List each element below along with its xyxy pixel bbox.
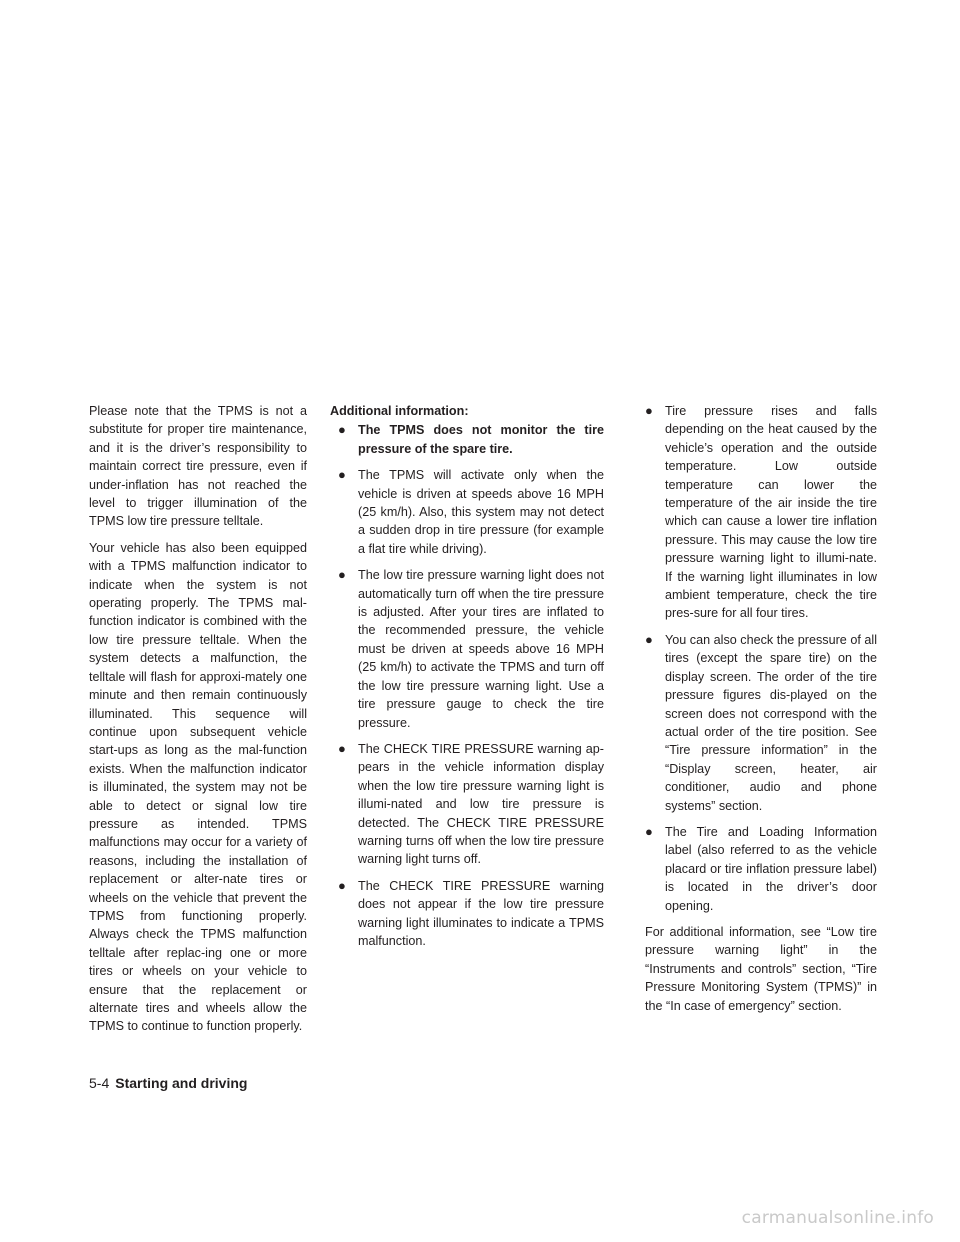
watermark: carmanualsonline.info	[741, 1208, 934, 1228]
bullet-list-additional-information	[330, 421, 604, 950]
page-footer	[89, 1074, 247, 1092]
list-item-text: The low tire pressure warning light does not automatically turn off when the tire pressure is adjusted. After your tires are inflated to the recommended pressure, the vehicle must be driven at speeds above 16 MPH (25 km/h) to activate the TPMS and turn off the low tire pressure warning light. Use a tire pressure gauge to check the tire pressure.	[358, 568, 604, 730]
list-item-text: The CHECK TIRE PRESSURE warning does not appear if the low tire pressure warning light illuminates to indicate a TPMS malfunction.	[358, 878, 604, 948]
list-item-text: The CHECK TIRE PRESSURE warning ap-pears in the vehicle information display when the low tire pressure warning light is illumi-nated and low tire pressure is detected. The CHECK TIRE PRESSURE warning turns off when the low tire pressure warning light turns off.	[358, 741, 604, 867]
bullet-icon: ●	[645, 631, 653, 647]
list-item	[645, 402, 877, 623]
section-title: Starting and driving	[115, 1075, 248, 1091]
list-item	[645, 823, 877, 915]
bullet-icon: ●	[645, 403, 653, 418]
bullet-icon: ●	[645, 823, 653, 839]
bullet-list-continued	[645, 402, 877, 915]
bullet-icon: ●	[338, 740, 346, 756]
bullet-icon: ●	[338, 877, 346, 893]
bullet-icon: ●	[338, 422, 346, 438]
paragraph-tpms-malfunction-indicator: Your vehicle has also been equipped with a TPMS malfunction indicator to indicate when the system is not operating properly. The TPMS mal-function indicator is combined with the low tire pressure telltale. When the system detects a malfunction, the telltale will flash for approxi-mately one minute and then remain continuously illuminated. This sequence will continue upon subsequent vehicle start-ups as long as the mal-function exists. When the malfunction indicator is illuminated, the system may not be able to detect or signal low tire pressure as intended. TPMS malfunctions may occur for a variety of reasons, including the installation of replacement or alter-nate tires or wheels on the vehicle that prevent the TPMS from functioning properly. Always check the TPMS malfunction telltale after replac-ing one or more tires or wheels on your vehicle to ensure that the replacement or alternate tires and wheels allow the TPMS to continue to function properly.	[89, 540, 307, 1034]
list-item-text: The TPMS does not monitor the tire pressure of the spare tire.	[358, 423, 604, 456]
list-item-text: The Tire and Loading Information label (also referred to as the vehicle placard or tire inflation pressure label) is located in the driver’s door opening.	[665, 824, 877, 913]
list-item	[338, 566, 604, 732]
page-number: 5-4	[89, 1075, 110, 1091]
list-item	[338, 877, 604, 951]
paragraph-tpms-not-substitute: Please note that the TPMS is not a substitute for proper tire maintenance, and it is the driver’s responsibility to maintain correct tire pressure, even if under-inflation has not reached the level to trigger illumination of the TPMS low tire pressure telltale.	[89, 404, 307, 529]
list-item	[338, 421, 604, 458]
list-item-text: You can also check the pressure of all tires (except the spare tire) on the display screen. The order of the tire pressure figures dis-played on the screen does not correspond with the actual order of the tire position. See “Tire pressure information” in the “Display screen, heater, air conditioner, audio and phone systems” section.	[665, 632, 877, 813]
bullet-icon: ●	[338, 467, 346, 483]
text-column-right	[645, 402, 877, 1023]
bullet-icon: ●	[338, 567, 346, 583]
list-item	[338, 466, 604, 558]
list-item	[645, 631, 877, 815]
text-column-left	[89, 402, 307, 1044]
list-item-text: The TPMS will activate only when the vehicle is driven at speeds above 16 MPH (25 km/h). Also, this system may not detect a sudden drop in tire pressure (for example a flat tire while driving).	[358, 468, 604, 556]
text-column-middle	[330, 402, 604, 958]
section-heading-additional-information: Additional information:	[330, 404, 469, 418]
list-item-text: Tire pressure rises and falls depending on the heat caused by the vehicle’s operation and the outside temperature. Low outside temperature can lower the temperature of the air inside the tire which can cause a lower tire inflation pressure. This may cause the low tire pressure warning light to illumi-nate. If the warning light illuminates in low ambient temperature, check the tire pres-sure for all four tires.	[665, 404, 877, 621]
paragraph-additional-references: For additional information, see “Low tire pressure warning light” in the “Instruments and controls” section, “Tire Pressure Monitoring System (TPMS)” in the “In case of emergency” section.	[645, 924, 877, 1013]
list-item	[338, 740, 604, 869]
